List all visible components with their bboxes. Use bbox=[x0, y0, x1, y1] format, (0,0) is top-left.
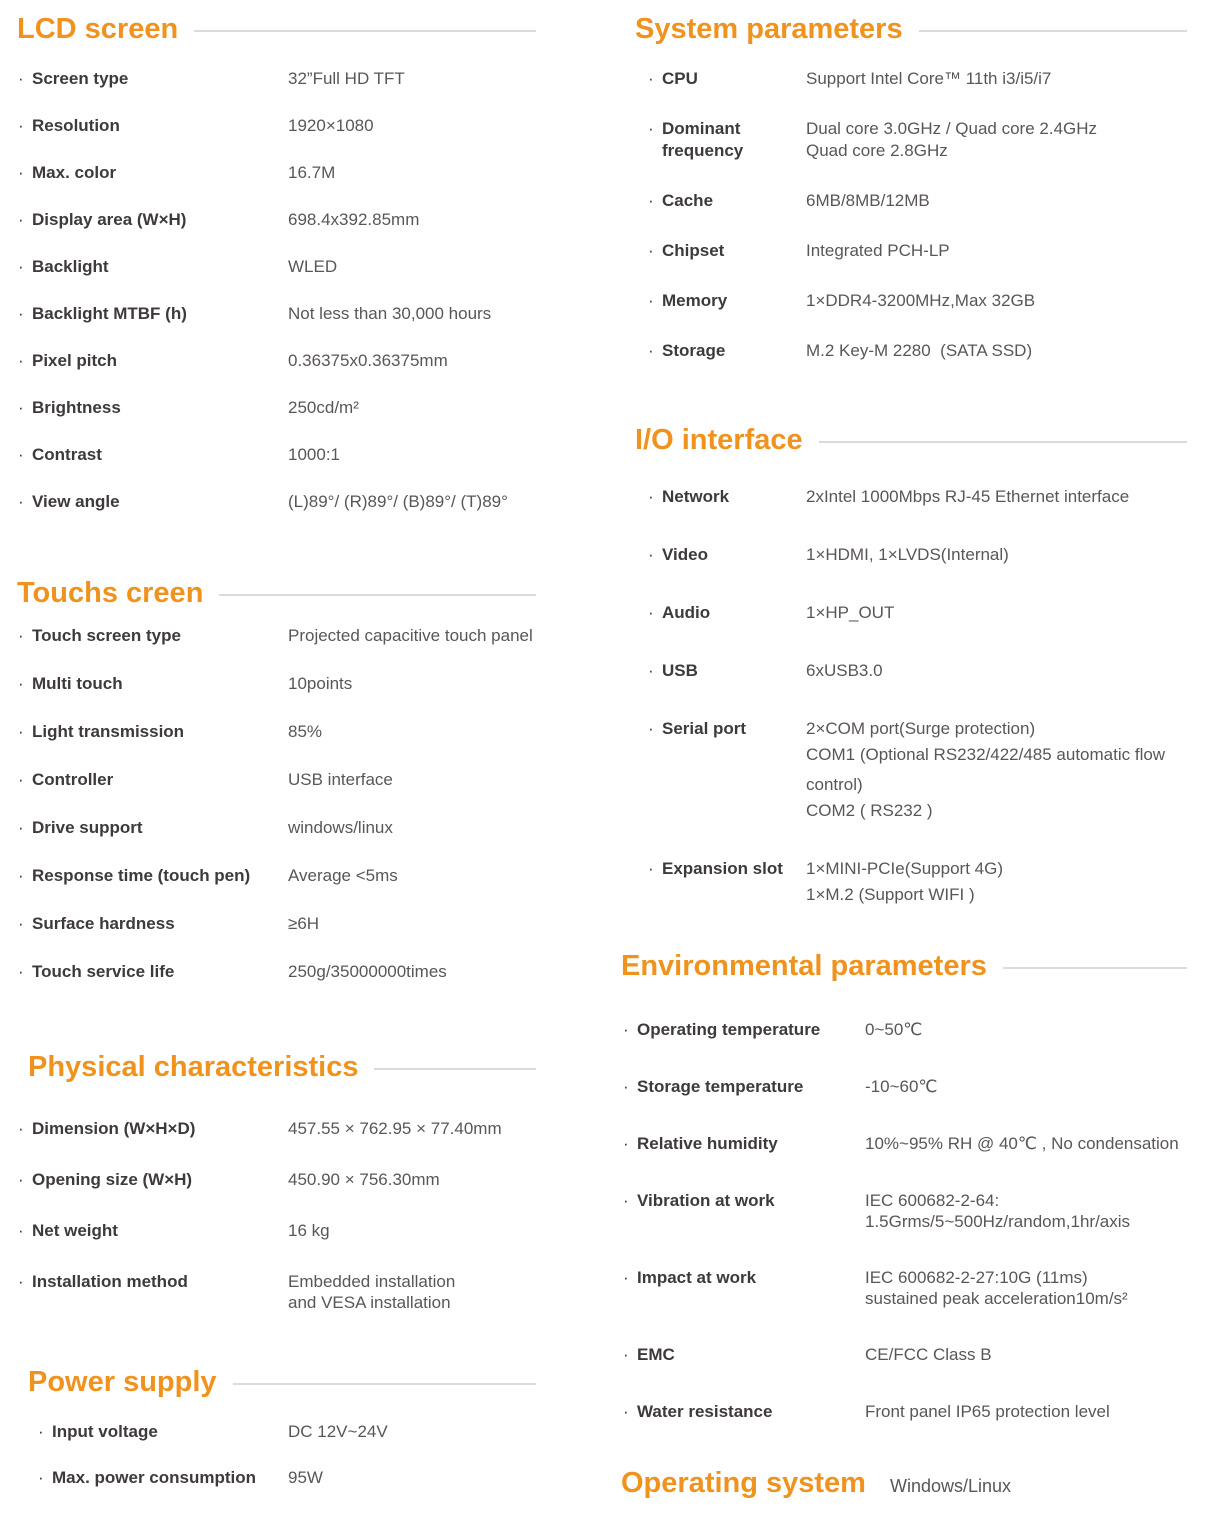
bullet-icon: · bbox=[623, 1077, 629, 1096]
spec-row bbox=[616, 68, 1232, 90]
spec-label: Backlight bbox=[32, 257, 109, 276]
spec-row bbox=[616, 1076, 1232, 1098]
bullet-icon: · bbox=[18, 163, 24, 182]
section-operating-system bbox=[616, 1466, 1232, 1500]
spec-value-line: M.2 Key-M 2280 (SATA SSD) bbox=[806, 341, 1033, 360]
spec-label: Response time (touch pen) bbox=[32, 866, 251, 885]
spec-row bbox=[616, 718, 1232, 826]
spec-value bbox=[288, 1271, 600, 1313]
bullet-icon: · bbox=[623, 1020, 629, 1039]
spec-label: Contrast bbox=[32, 445, 102, 464]
spec-label: Memory bbox=[662, 291, 728, 310]
bullet-icon: · bbox=[623, 1345, 629, 1364]
spec-value-line: 2×COM port(Surge protection) bbox=[806, 719, 1036, 738]
spec-row bbox=[616, 1267, 1232, 1309]
spec-row bbox=[616, 602, 1232, 628]
spec-value-line: 16 kg bbox=[288, 1221, 330, 1240]
spec-value bbox=[806, 718, 1204, 826]
spec-value bbox=[288, 1467, 600, 1489]
bullet-icon: · bbox=[18, 770, 24, 789]
spec-label: Installation method bbox=[32, 1272, 188, 1291]
spec-rows bbox=[0, 68, 616, 513]
bullet-icon: · bbox=[623, 1268, 629, 1287]
bullet-icon: · bbox=[648, 119, 654, 138]
spec-row bbox=[0, 1421, 616, 1443]
spec-value-line: IEC 600682-2-64: bbox=[865, 1191, 1000, 1210]
spec-row bbox=[0, 162, 616, 184]
section-divider bbox=[1003, 967, 1187, 969]
section-inline-value: Windows/Linux bbox=[889, 1476, 1012, 1496]
bullet-icon: · bbox=[648, 487, 654, 506]
spec-value-line: Projected capacitive touch panel bbox=[288, 626, 533, 645]
spec-value-line: 250cd/m² bbox=[288, 398, 359, 417]
spec-label: USB bbox=[662, 661, 698, 680]
spec-value-line: 1920×1080 bbox=[288, 116, 374, 135]
spec-value bbox=[806, 340, 1204, 362]
bullet-icon: · bbox=[648, 545, 654, 564]
spec-value-line: 698.4x392.85mm bbox=[288, 210, 420, 229]
bullet-icon: · bbox=[18, 398, 24, 417]
bullet-icon: · bbox=[648, 291, 654, 310]
spec-value bbox=[288, 1220, 600, 1241]
spec-row bbox=[616, 340, 1232, 362]
section-heading bbox=[0, 576, 616, 610]
bullet-icon: · bbox=[18, 962, 24, 981]
spec-value-line: COM1 (Optional RS232/422/485 automatic flow control) bbox=[806, 745, 1170, 794]
spec-row bbox=[0, 256, 616, 278]
section-i-o-interface bbox=[616, 423, 1232, 910]
spec-label: Input voltage bbox=[52, 1422, 158, 1441]
spec-row bbox=[616, 858, 1232, 910]
spec-row bbox=[0, 1169, 616, 1191]
section-heading bbox=[0, 1050, 616, 1084]
bullet-icon: · bbox=[38, 1468, 44, 1487]
section-divider bbox=[233, 1383, 536, 1385]
spec-value bbox=[288, 68, 600, 90]
spec-label: Expansion slot bbox=[662, 859, 783, 878]
spec-row bbox=[0, 1467, 616, 1489]
spec-value bbox=[288, 1421, 600, 1443]
section-divider bbox=[819, 441, 1187, 443]
bullet-icon: · bbox=[648, 191, 654, 210]
spec-value-line: 1.5Grms/5~500Hz/random,1hr/axis bbox=[865, 1212, 1131, 1231]
spec-value bbox=[288, 491, 600, 513]
spec-row bbox=[0, 209, 616, 231]
spec-value-line: USB interface bbox=[288, 770, 393, 789]
spec-row bbox=[0, 444, 616, 466]
spec-value-line: sustained peak acceleration10m/s² bbox=[865, 1289, 1128, 1308]
column-right bbox=[616, 0, 1232, 1518]
bullet-icon: · bbox=[18, 304, 24, 323]
spec-value-line: 1000:1 bbox=[288, 445, 340, 464]
spec-row bbox=[616, 1344, 1232, 1366]
spec-value-line: 450.90 × 756.30mm bbox=[288, 1170, 440, 1189]
spec-row bbox=[616, 1133, 1232, 1155]
spec-value bbox=[806, 858, 1204, 910]
spec-value bbox=[288, 865, 600, 887]
spec-label: Pixel pitch bbox=[32, 351, 118, 370]
spec-rows bbox=[616, 1019, 1232, 1423]
spec-value-line: 0.36375x0.36375mm bbox=[288, 351, 448, 370]
spec-row bbox=[0, 625, 616, 647]
section-heading bbox=[616, 423, 1232, 457]
spec-value-line: 10%~95% RH @ 40℃ , No condensation bbox=[865, 1134, 1179, 1153]
section-touchs-creen bbox=[0, 576, 616, 983]
spec-label: Relative humidity bbox=[637, 1134, 778, 1153]
section-heading bbox=[616, 12, 1232, 46]
section-divider bbox=[219, 594, 536, 596]
bullet-icon: · bbox=[18, 866, 24, 885]
spec-label: Opening size (W×H) bbox=[32, 1170, 193, 1189]
spec-value bbox=[806, 660, 1204, 686]
spec-label: Cache bbox=[662, 191, 714, 210]
bullet-icon: · bbox=[18, 626, 24, 645]
spec-value bbox=[865, 1267, 1224, 1309]
spec-label: EMC bbox=[637, 1345, 675, 1364]
spec-value bbox=[288, 303, 600, 325]
spec-value bbox=[806, 68, 1204, 90]
section-lcd-screen bbox=[0, 12, 616, 513]
spec-row bbox=[0, 673, 616, 695]
spec-value-line: 250g/35000000times bbox=[288, 962, 447, 981]
spec-label: Net weight bbox=[32, 1221, 118, 1240]
spec-value-line: 457.55 × 762.95 × 77.40mm bbox=[288, 1119, 502, 1138]
spec-value-line: 1×DDR4-3200MHz,Max 32GB bbox=[806, 291, 1036, 310]
section-title: LCD screen bbox=[17, 13, 179, 45]
bullet-icon: · bbox=[38, 1422, 44, 1441]
spec-value-line: 2xIntel 1000Mbps RJ-45 Ethernet interface bbox=[806, 487, 1130, 506]
spec-value-line: 0~50℃ bbox=[865, 1020, 923, 1039]
section-title: Power supply bbox=[28, 1366, 217, 1398]
spec-value bbox=[806, 290, 1204, 312]
bullet-icon: · bbox=[648, 341, 654, 360]
section-title: I/O interface bbox=[635, 424, 803, 456]
section-title: System parameters bbox=[635, 13, 903, 45]
spec-rows bbox=[616, 486, 1232, 910]
spec-value bbox=[288, 209, 600, 231]
section-heading bbox=[616, 1466, 1232, 1500]
spec-value bbox=[288, 397, 600, 419]
spec-row bbox=[0, 961, 616, 983]
bullet-icon: · bbox=[18, 722, 24, 741]
spec-label: Operating temperature bbox=[637, 1020, 821, 1039]
spec-label: Resolution bbox=[32, 116, 120, 135]
spec-label: Dominant frequency bbox=[662, 119, 744, 160]
spec-value bbox=[288, 961, 600, 983]
spec-value-line: 1×HDMI, 1×LVDS(Internal) bbox=[806, 545, 1009, 564]
spec-row bbox=[0, 350, 616, 372]
spec-value-line: Not less than 30,000 hours bbox=[288, 304, 492, 323]
bullet-icon: · bbox=[18, 1221, 24, 1240]
bullet-icon: · bbox=[18, 1170, 24, 1189]
spec-label: Storage temperature bbox=[637, 1077, 804, 1096]
spec-label: Vibration at work bbox=[637, 1191, 775, 1210]
spec-label: Touch service life bbox=[32, 962, 175, 981]
section-power-supply bbox=[0, 1365, 616, 1489]
spec-value bbox=[806, 240, 1204, 262]
spec-value-line: 6MB/8MB/12MB bbox=[806, 191, 930, 210]
spec-value bbox=[288, 162, 600, 184]
section-heading bbox=[0, 12, 616, 46]
spec-label: Light transmission bbox=[32, 722, 185, 741]
spec-value-line: 32”Full HD TFT bbox=[288, 69, 405, 88]
section-environmental-parameters bbox=[616, 949, 1232, 1423]
spec-row bbox=[0, 68, 616, 90]
spec-rows bbox=[0, 625, 616, 983]
spec-label: Impact at work bbox=[637, 1268, 757, 1287]
spec-value-line: 10points bbox=[288, 674, 353, 693]
spec-label: Serial port bbox=[662, 719, 747, 738]
spec-value-line: COM2 ( RS232 ) bbox=[806, 801, 933, 820]
spec-row bbox=[616, 118, 1232, 162]
spec-row bbox=[0, 397, 616, 419]
spec-value-line: DC 12V~24V bbox=[288, 1422, 388, 1441]
spec-value-line: Support Intel Core™ 11th i3/i5/i7 bbox=[806, 69, 1052, 88]
spec-value-line: -10~60℃ bbox=[865, 1077, 938, 1096]
spec-value bbox=[288, 625, 600, 647]
spec-value-line: Dual core 3.0GHz / Quad core 2.4GHz bbox=[806, 119, 1098, 138]
spec-label: Water resistance bbox=[637, 1402, 773, 1421]
spec-value bbox=[288, 256, 600, 278]
spec-value-line: WLED bbox=[288, 257, 338, 276]
spec-row bbox=[0, 1271, 616, 1313]
spec-value bbox=[865, 1019, 1224, 1040]
spec-value bbox=[288, 721, 600, 743]
section-heading bbox=[616, 949, 1232, 983]
section-title: Environmental parameters bbox=[621, 950, 987, 982]
section-physical-characteristics bbox=[0, 1050, 616, 1313]
spec-value bbox=[806, 602, 1204, 628]
bullet-icon: · bbox=[18, 69, 24, 88]
spec-value-line: Quad core 2.8GHz bbox=[806, 141, 948, 160]
spec-value-line: ≥6H bbox=[288, 914, 320, 933]
spec-label: Display area (W×H) bbox=[32, 210, 187, 229]
bullet-icon: · bbox=[18, 914, 24, 933]
spec-value bbox=[865, 1190, 1224, 1232]
section-title: Touchs creen bbox=[17, 577, 204, 609]
bullet-icon: · bbox=[648, 241, 654, 260]
spec-row bbox=[0, 115, 616, 137]
bullet-icon: · bbox=[648, 859, 654, 878]
spec-value bbox=[865, 1344, 1224, 1365]
spec-value-line: and VESA installation bbox=[288, 1293, 451, 1312]
spec-value-line: 1×MINI-PCIe(Support 4G) bbox=[806, 859, 1003, 878]
bullet-icon: · bbox=[18, 674, 24, 693]
bullet-icon: · bbox=[18, 210, 24, 229]
spec-rows bbox=[0, 1118, 616, 1313]
spec-value bbox=[806, 118, 1204, 162]
spec-label: Controller bbox=[32, 770, 114, 789]
spec-row bbox=[0, 913, 616, 935]
spec-label: Backlight MTBF (h) bbox=[32, 304, 187, 323]
section-divider bbox=[194, 30, 536, 32]
spec-value-line: 1×HP_OUT bbox=[806, 603, 895, 622]
spec-value-line: windows/linux bbox=[288, 818, 393, 837]
spec-value bbox=[288, 913, 600, 935]
spec-value-line: 16.7M bbox=[288, 163, 336, 182]
spec-value-line: 6xUSB3.0 bbox=[806, 661, 883, 680]
bullet-icon: · bbox=[623, 1191, 629, 1210]
spec-value-line: 1×M.2 (Support WIFI ) bbox=[806, 885, 975, 904]
spec-label: Drive support bbox=[32, 818, 143, 837]
spec-value-line: Embedded installation bbox=[288, 1272, 456, 1291]
section-title: Physical characteristics bbox=[28, 1051, 359, 1083]
bullet-icon: · bbox=[648, 661, 654, 680]
spec-label: Storage bbox=[662, 341, 726, 360]
bullet-icon: · bbox=[18, 492, 24, 511]
spec-row bbox=[616, 1401, 1232, 1423]
section-heading bbox=[0, 1365, 616, 1399]
spec-label: Dimension (W×H×D) bbox=[32, 1119, 196, 1138]
bullet-icon: · bbox=[623, 1402, 629, 1421]
spec-value bbox=[288, 817, 600, 839]
bullet-icon: · bbox=[18, 116, 24, 135]
spec-row bbox=[0, 491, 616, 513]
spec-label: Screen type bbox=[32, 69, 129, 88]
spec-row bbox=[0, 1118, 616, 1140]
spec-value bbox=[288, 1169, 600, 1190]
spec-label: Max. color bbox=[32, 163, 117, 182]
spec-row bbox=[0, 1220, 616, 1242]
spec-value bbox=[806, 190, 1204, 212]
spec-row bbox=[616, 544, 1232, 570]
spec-rows bbox=[616, 68, 1232, 362]
spec-row bbox=[616, 660, 1232, 686]
spec-value-line: IEC 600682-2-27:10G (11ms) bbox=[865, 1268, 1088, 1287]
spec-value bbox=[806, 544, 1204, 570]
spec-value bbox=[865, 1401, 1224, 1422]
spec-value-line: Front panel IP65 protection level bbox=[865, 1402, 1110, 1421]
spec-value-line: 85% bbox=[288, 722, 323, 741]
bullet-icon: · bbox=[18, 445, 24, 464]
spec-label: Multi touch bbox=[32, 674, 123, 693]
spec-label: Touch screen type bbox=[32, 626, 181, 645]
spec-value-line: 95W bbox=[288, 1468, 323, 1487]
bullet-icon: · bbox=[18, 818, 24, 837]
spec-label: Network bbox=[662, 487, 730, 506]
section-divider bbox=[919, 30, 1187, 32]
spec-row bbox=[616, 486, 1232, 512]
spec-row bbox=[0, 721, 616, 743]
bullet-icon: · bbox=[18, 257, 24, 276]
spec-label: View angle bbox=[32, 492, 120, 511]
spec-label: Audio bbox=[662, 603, 711, 622]
spec-label: Max. power consumption bbox=[52, 1468, 257, 1487]
section-title: Operating system bbox=[621, 1467, 866, 1499]
spec-value bbox=[288, 115, 600, 137]
spec-row bbox=[616, 240, 1232, 262]
bullet-icon: · bbox=[18, 1272, 24, 1291]
bullet-icon: · bbox=[648, 603, 654, 622]
spec-value-line: Integrated PCH-LP bbox=[806, 241, 950, 260]
spec-value bbox=[288, 769, 600, 791]
section-divider bbox=[374, 1068, 536, 1070]
spec-rows bbox=[0, 1421, 616, 1489]
spec-row bbox=[0, 303, 616, 325]
bullet-icon: · bbox=[623, 1134, 629, 1153]
spec-row bbox=[616, 1190, 1232, 1232]
spec-value bbox=[865, 1076, 1224, 1097]
bullet-icon: · bbox=[648, 69, 654, 88]
spec-value bbox=[288, 350, 600, 372]
spec-value bbox=[865, 1133, 1224, 1154]
spec-value-line: Average <5ms bbox=[288, 866, 398, 885]
spec-row bbox=[0, 769, 616, 791]
spec-row bbox=[616, 290, 1232, 312]
spec-label: Surface hardness bbox=[32, 914, 175, 933]
spec-row bbox=[616, 1019, 1232, 1041]
section-system-parameters bbox=[616, 12, 1232, 362]
spec-row bbox=[0, 865, 616, 887]
spec-label: CPU bbox=[662, 69, 698, 88]
bullet-icon: · bbox=[18, 1119, 24, 1138]
spec-row bbox=[616, 190, 1232, 212]
spec-value-line: (L)89°/ (R)89°/ (B)89°/ (T)89° bbox=[288, 492, 508, 511]
spec-value-line: CE/FCC Class B bbox=[865, 1345, 992, 1364]
spec-value bbox=[288, 444, 600, 466]
bullet-icon: · bbox=[18, 351, 24, 370]
spec-label: Brightness bbox=[32, 398, 121, 417]
bullet-icon: · bbox=[648, 719, 654, 738]
spec-value bbox=[806, 486, 1204, 512]
spec-row bbox=[0, 817, 616, 839]
spec-label: Video bbox=[662, 545, 708, 564]
spec-value bbox=[288, 673, 600, 695]
spec-value bbox=[288, 1118, 600, 1139]
spec-label: Chipset bbox=[662, 241, 725, 260]
